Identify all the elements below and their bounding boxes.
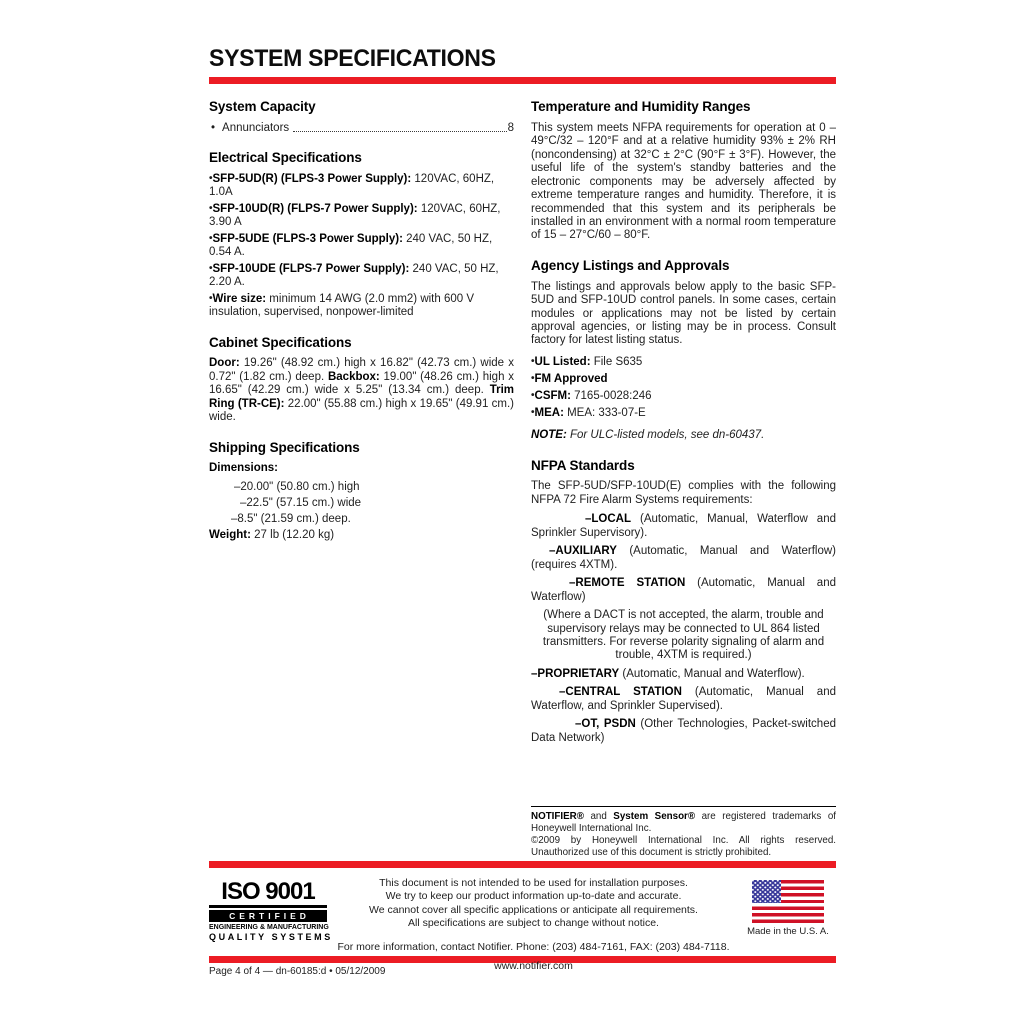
spec-item: [209, 293, 514, 320]
dimension-line: –20.00" (50.80 cm.) high: [234, 480, 360, 493]
ulc-note: [531, 429, 836, 442]
system-sensor-trademark: System Sensor®: [613, 811, 696, 822]
website-link[interactable]: www.notifier.com: [494, 960, 573, 973]
capacity-item: [209, 122, 514, 135]
nfpa-list: [531, 513, 836, 745]
iso-quality-text: QUALITY SYSTEMS: [209, 932, 333, 943]
cabinet-door-label: Door:: [209, 357, 240, 370]
trademark-block: [531, 806, 836, 859]
nfpa-item-ot-psdn: [531, 718, 836, 745]
bullet-icon: •: [531, 355, 535, 367]
spec-value: 120VAC, 60HZ, 3.90 A: [209, 202, 501, 229]
spec-label: SFP-10UD(R) (FLPS-7 Power Supply):: [212, 202, 418, 215]
heading-nfpa-standards: NFPA Standards: [531, 457, 635, 473]
notifier-trademark: NOTIFIER®: [531, 811, 584, 822]
spec-label: Wire size:: [212, 292, 267, 305]
trademark-line: [531, 811, 836, 835]
agency-value: File S635: [590, 355, 643, 368]
heading-temperature-humidity: Temperature and Humidity Ranges: [531, 99, 751, 114]
nfpa-item-bold: –AUXILIARY: [549, 545, 617, 558]
footer-top-rule: [209, 861, 836, 868]
trademark-text: and: [583, 811, 614, 822]
agency-paragraph: The listings and approvals below apply to the basic SFP-5UD and SFP-10UD control panels. In some cases, certain modules or applications may not be listed by certain approval agencies, or listing may be in process. Consult factory for latest listing status.: [531, 280, 836, 347]
agency-value: MEA: 333-07-E: [563, 406, 646, 419]
iso-engineering-text: ENGINEERING & MANUFACTURING: [209, 924, 329, 932]
cabinet-trimring-label: Trim Ring (TR-CE):: [209, 384, 514, 410]
agency-label: MEA:: [534, 406, 564, 419]
spec-item: [209, 173, 514, 200]
temperature-paragraph: This system meets NFPA requirements for operation at 0 – 49°C/32 – 120°F and at a relative humidity 93% ± 2% RH (noncondensing) at 32°C ± 2°C (90°F ± 3°F). However, the useful life of the system's standby batteries and the electronic components may be adversely affected by extreme temperature ranges and humidity. Therefore, it is recommended that this system and its peripherals be installed in an environment with a normal room temperature of 15 – 27°C/60 – 80°F.: [531, 121, 836, 242]
spec-item: [209, 203, 514, 230]
made-in-usa: [740, 880, 836, 937]
nfpa-item-text: (Where a DACT is not accepted, the alarm, trouble and supervisory relays may be connected to UL 864 listed transmitters. For reverse polarity signaling of alarm and trouble, 4XTM is required.): [542, 609, 825, 662]
weight-label: Weight:: [209, 529, 251, 542]
iso-9001-logo: [209, 878, 333, 943]
dimension-line: –8.5" (21.59 cm.) deep.: [231, 513, 351, 526]
spec-label: SFP-10UDE (FLPS-7 Power Supply):: [212, 262, 410, 275]
agency-value: 7165-0028:246: [570, 389, 652, 402]
agency-list: [531, 356, 836, 420]
capacity-label: Annunciators: [222, 121, 290, 134]
nfpa-item-text: (Other Technologies, Packet-switched Data Network): [531, 718, 836, 744]
heading-agency-listings: Agency Listings and Approvals: [531, 257, 730, 273]
disclaimer-line: We cannot cover all specific applications or anticipate all requirements.: [369, 903, 698, 916]
bullet-icon: •: [531, 406, 535, 418]
cabinet-backbox-text: 19.00" (48.26 cm.) high x 16.65" (42.29 cm.) wide x 5.25" (13.34 cm.) deep.: [209, 370, 514, 397]
nfpa-item-text: (Automatic, Manual, Waterflow and Sprinkler Supervisory).: [531, 513, 836, 539]
copyright-line: ©2009 by Honeywell International Inc. All rights reserved. Unauthorized use of this document is strictly prohibited.: [531, 834, 836, 858]
dimensions-label: Dimensions:: [209, 462, 279, 475]
nfpa-item-local: [531, 513, 836, 540]
made-in-usa-label: Made in the U.S. A.: [747, 926, 829, 937]
page-title: SYSTEM SPECIFICATIONS: [209, 45, 496, 72]
spec-label: SFP-5UDE (FLPS-3 Power Supply):: [212, 232, 403, 245]
nfpa-item-bold: –PROPRIETARY: [531, 667, 620, 680]
agency-label: CSFM:: [534, 389, 571, 402]
nfpa-item-text: (Automatic, Manual and Waterflow): [531, 577, 836, 603]
cabinet-door-text: 19.26" (48.92 cm.) high x 16.82" (42.73 cm.) wide x 0.72" (1.82 cm.) deep.: [209, 357, 514, 383]
nfpa-item-bold: –LOCAL: [585, 513, 631, 526]
nfpa-item-text: (Automatic, Manual and Waterflow) (requires 4XTM).: [531, 545, 836, 571]
spec-value: 120VAC, 60HZ, 1.0A: [209, 173, 495, 199]
us-flag-canton: [752, 880, 781, 903]
heading-cabinet-specifications: Cabinet Specifications: [209, 334, 352, 350]
bullet-icon: •: [209, 202, 213, 214]
agency-item: [531, 407, 836, 420]
nfpa-item-bold: –REMOTE STATION: [569, 577, 686, 590]
disclaimer-line: This document is not intended to be used for installation purposes.: [379, 877, 688, 889]
disclaimer-line: We try to keep our product information up-to-date and accurate.: [385, 890, 682, 903]
spec-value: minimum 14 AWG (2.0 mm2) with 600 V insulation, supervised, nonpower-limited: [209, 292, 475, 319]
note-label: NOTE:: [531, 429, 567, 442]
bullet-icon: •: [531, 389, 535, 401]
agency-label: FM Approved: [534, 372, 608, 385]
nfpa-item-text: (Automatic, Manual and Waterflow, and Sprinkler Supervised).: [531, 686, 836, 712]
bullet-icon: •: [209, 232, 213, 244]
heading-system-capacity: System Capacity: [209, 99, 316, 114]
dot-leader: [293, 131, 506, 132]
nfpa-item-central-station: [531, 686, 836, 713]
left-column: [209, 97, 514, 543]
nfpa-item-text: (Automatic, Manual and Waterflow).: [619, 667, 805, 680]
cabinet-backbox-label: Backbox:: [327, 370, 380, 383]
cabinet-paragraph: [209, 357, 514, 424]
agency-label: UL Listed:: [534, 355, 591, 368]
page-number-line: Page 4 of 4 — dn-60185:d • 05/12/2009: [209, 966, 386, 977]
spec-value: 240 VAC, 50 HZ, 0.54 A.: [209, 232, 493, 259]
bullet-icon: •: [209, 262, 213, 274]
contact-line: For more information, contact Notifier. Phone: (203) 484-7161, FAX: (203) 484-7118.: [337, 940, 730, 953]
capacity-value: 8: [507, 121, 514, 134]
nfpa-item-bold: –OT, PSDN: [575, 718, 636, 731]
us-flag-icon: [752, 880, 824, 923]
spec-label: SFP-5UD(R) (FLPS-3 Power Supply):: [212, 173, 412, 186]
nfpa-item-dact-note: [531, 609, 836, 663]
disclaimer-line: All specifications are subject to change without notice.: [408, 917, 659, 930]
title-rule: [209, 77, 836, 84]
dimension-line: –22.5" (57.15 cm.) wide: [240, 496, 362, 509]
trademark-text: are registered trademarks of Honeywell International Inc.: [531, 811, 836, 834]
note-text: For ULC-listed models, see dn-60437.: [566, 429, 765, 442]
nfpa-intro: The SFP-5UD/SFP-10UD(E) complies with the following NFPA 72 Fire Alarm Systems requirements:: [531, 480, 836, 506]
nfpa-item-proprietary: [531, 668, 836, 681]
bullet-icon: •: [211, 121, 216, 134]
spec-item: [209, 233, 514, 260]
agency-item: [531, 373, 836, 386]
nfpa-item-auxiliary: [531, 545, 836, 572]
footer-disclaimer: [327, 877, 740, 974]
heading-shipping-specifications: Shipping Specifications: [209, 439, 360, 455]
bullet-icon: •: [531, 372, 535, 384]
heading-electrical-specifications: Electrical Specifications: [209, 150, 362, 166]
nfpa-item-remote-station: [531, 577, 836, 604]
spec-item: [209, 263, 514, 290]
right-column: [531, 97, 836, 750]
agency-item: [531, 390, 836, 403]
spec-value: 240 VAC, 50 HZ, 2.20 A.: [209, 262, 499, 289]
nfpa-item-bold: –CENTRAL STATION: [559, 686, 682, 699]
iso-certified-bar: CERTIFIED: [209, 910, 327, 923]
iso-9001-text: ISO 9001: [209, 881, 327, 908]
cabinet-trimring-text: 22.00" (55.88 cm.) high x 19.65" (49.91 cm.) wide.: [209, 397, 515, 424]
weight-line: [209, 529, 514, 542]
agency-item: [531, 356, 836, 369]
bullet-icon: •: [209, 173, 213, 185]
weight-value: 27 lb (12.20 kg): [250, 529, 335, 542]
bullet-icon: •: [209, 292, 213, 304]
